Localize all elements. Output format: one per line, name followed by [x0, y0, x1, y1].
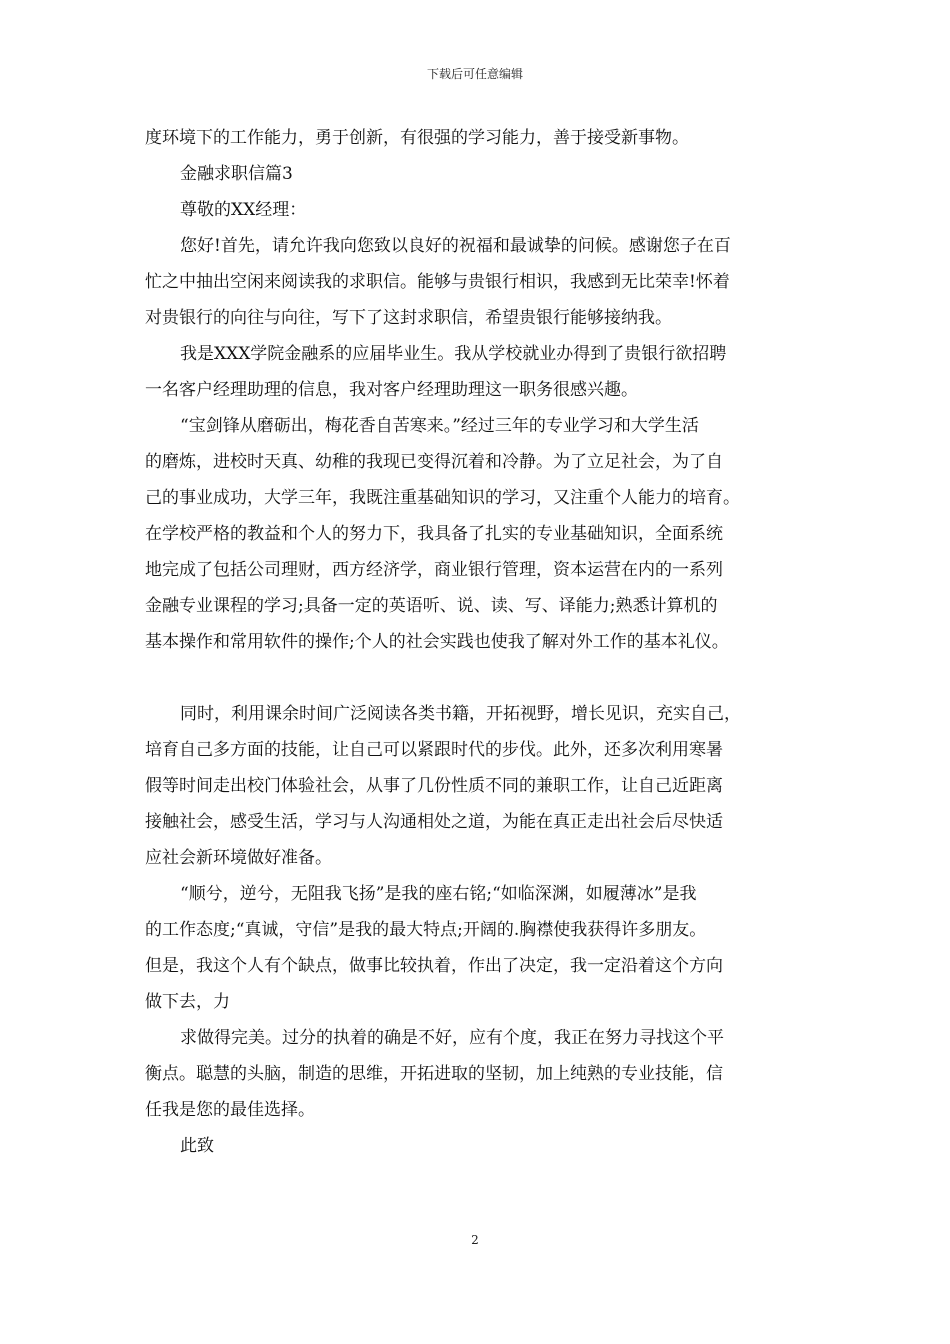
text-line: 应社会新环境做好准备。	[145, 848, 332, 868]
text-line: 基本操作和常用软件的操作;个人的社会实践也使我了解对外工作的基本礼仪。	[145, 632, 729, 652]
text-line: 度环境下的工作能力，勇于创新，有很强的学习能力，善于接受新事物。	[145, 128, 689, 148]
text-line: 衡点。聪慧的头脑，制造的思维，开拓进取的坚韧，加上纯熟的专业技能，信	[145, 1064, 723, 1084]
text-line: 金融专业课程的学习;具备一定的英语听、说、读、写、译能力;熟悉计算机的	[145, 596, 718, 616]
text-line: 同时，利用课余时间广泛阅读各类书籍，开拓视野，增长见识，充实自己，	[180, 704, 741, 724]
text-line: 您好!首先，请允许我向您致以良好的祝福和最诚挚的问候。感谢您子在百	[180, 236, 731, 256]
page-header: 下载后可任意编辑	[426, 67, 523, 81]
closing: 此致	[180, 1136, 214, 1156]
text-line: 培育自己多方面的技能，让自己可以紧跟时代的步伐。此外，还多次利用寒暑	[145, 740, 723, 760]
text-line: “宝剑锋从磨砺出，梅花香自苦寒来。”经过三年的专业学习和大学生活	[180, 416, 699, 436]
text-line: 但是，我这个人有个缺点，做事比较执着，作出了决定，我一定沿着这个方向	[145, 956, 723, 976]
text-line: 地完成了包括公司理财，西方经济学，商业银行管理，资本运营在内的一系列	[145, 560, 723, 580]
text-line: 对贵银行的向往与向往，写下了这封求职信，希望贵银行能够接纳我。	[145, 308, 672, 328]
text-line: 的工作态度;“真诚，守信”是我的最大特点;开阔的.胸襟使我获得许多朋友。	[145, 920, 707, 940]
text-line: 我是XXX学院金融系的应届毕业生。我从学校就业办得到了贵银行欲招聘	[180, 344, 727, 364]
section-title: 金融求职信篇3	[180, 164, 293, 184]
document-body	[145, 120, 817, 1164]
text-line: 接触社会，感受生活，学习与人沟通相处之道，为能在真正走出社会后尽快适	[145, 812, 723, 832]
text-line: 一名客户经理助理的信息，我对客户经理助理这一职务很感兴趣。	[145, 380, 638, 400]
text-line: 做下去，力	[145, 992, 230, 1012]
text-line: 己的事业成功，大学三年，我既注重基础知识的学习，又注重个人能力的培育。	[145, 488, 740, 508]
paragraph-gap	[145, 660, 817, 696]
salutation: 尊敬的XX经理：	[180, 200, 307, 220]
text-line: 求做得完美。过分的执着的确是不好，应有个度，我正在努力寻找这个平	[180, 1028, 724, 1048]
text-line: 任我是您的最佳选择。	[145, 1100, 315, 1120]
text-line: 忙之中抽出空闲来阅读我的求职信。能够与贵银行相识，我感到无比荣幸!怀着	[145, 272, 730, 292]
text-line: 假等时间走出校门体验社会，从事了几份性质不同的兼职工作，让自己近距离	[145, 776, 723, 796]
text-line: 在学校严格的教益和个人的努力下，我具备了扎实的专业基础知识，全面系统	[145, 524, 723, 544]
text-line: “顺兮，逆兮，无阻我飞扬”是我的座右铭;“如临深渊，如履薄冰”是我	[180, 884, 697, 904]
page-number: 2	[471, 1233, 479, 1247]
text-line: 的磨炼，进校时天真、幼稚的我现已变得沉着和冷静。为了立足社会，为了自	[145, 452, 723, 472]
